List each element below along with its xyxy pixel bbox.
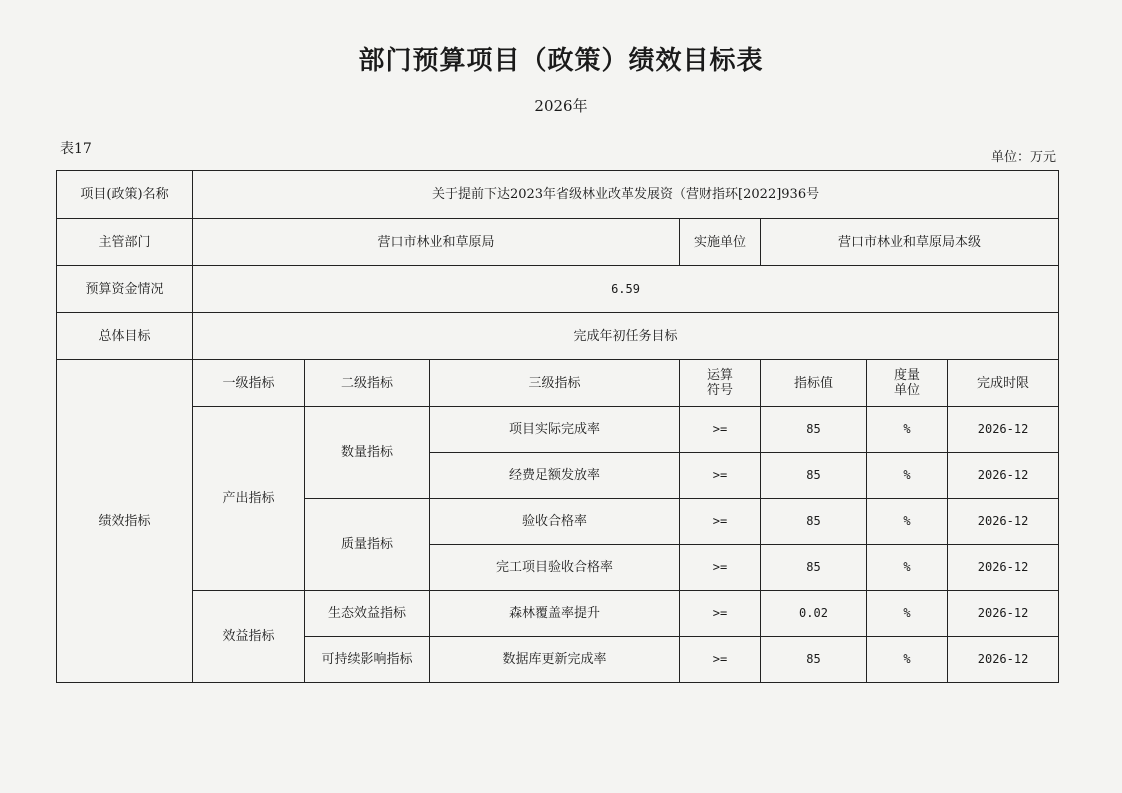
measure-unit: % [867, 545, 948, 591]
overall-goal-label: 总体目标 [57, 313, 193, 360]
page-title: 部门预算项目（政策）绩效目标表 [358, 46, 764, 76]
operator-cell: >= [680, 545, 761, 591]
measure-unit: % [867, 407, 948, 453]
header-operator-line1: 运算 [706, 368, 733, 383]
header-unit-line2: 单位 [893, 383, 920, 398]
row-project-name [57, 171, 1059, 219]
level3-indicator: 验收合格率 [430, 499, 680, 545]
table-number: 表17 [60, 141, 92, 157]
indicator-value: 85 [761, 545, 867, 591]
row-overall-goal [57, 313, 1059, 360]
department-label: 主管部门 [57, 219, 193, 266]
deadline-cell: 2026-12 [948, 637, 1059, 683]
row-budget [57, 266, 1059, 313]
operator-cell: >= [680, 499, 761, 545]
indicator-value: 85 [761, 499, 867, 545]
table-row [57, 407, 1059, 453]
year-subtitle: 2026年 [534, 97, 588, 115]
budget-value: 6.59 [193, 266, 1059, 313]
level3-indicator: 数据库更新完成率 [430, 637, 680, 683]
level2-quality: 质量指标 [305, 499, 430, 591]
level2-sustainable: 可持续影响指标 [305, 637, 430, 683]
measure-unit: % [867, 499, 948, 545]
implementing-unit-label: 实施单位 [680, 219, 761, 266]
header-level3: 三级指标 [430, 360, 680, 407]
measure-unit: % [867, 637, 948, 683]
header-deadline: 完成时限 [948, 360, 1059, 407]
header-unit [867, 360, 948, 407]
deadline-cell: 2026-12 [948, 407, 1059, 453]
header-operator [680, 360, 761, 407]
level3-indicator: 完工项目验收合格率 [430, 545, 680, 591]
operator-cell: >= [680, 591, 761, 637]
indicator-value: 85 [761, 407, 867, 453]
header-value: 指标值 [761, 360, 867, 407]
budget-label: 预算资金情况 [57, 266, 193, 313]
table-row [57, 591, 1059, 637]
deadline-cell: 2026-12 [948, 545, 1059, 591]
implementing-unit-value: 营口市林业和草原局本级 [761, 219, 1059, 266]
header-level1: 一级指标 [193, 360, 305, 407]
level3-indicator: 经费足额发放率 [430, 453, 680, 499]
level1-output: 产出指标 [193, 407, 305, 591]
deadline-cell: 2026-12 [948, 453, 1059, 499]
header-operator-line2: 符号 [706, 383, 733, 398]
operator-cell: >= [680, 637, 761, 683]
performance-target-table [56, 170, 1059, 683]
level2-quantity: 数量指标 [305, 407, 430, 499]
measure-unit: % [867, 453, 948, 499]
header-level2: 二级指标 [305, 360, 430, 407]
level2-ecological: 生态效益指标 [305, 591, 430, 637]
overall-goal-value: 完成年初任务目标 [193, 313, 1059, 360]
row-indicator-headers [57, 360, 1059, 407]
header-unit-line1: 度量 [893, 368, 920, 383]
indicator-value: 0.02 [761, 591, 867, 637]
indicator-value: 85 [761, 453, 867, 499]
unit-label: 单位：万元 [990, 150, 1056, 165]
project-name-value: 关于提前下达2023年省级林业改革发展资（营财指环[2022]936号 [193, 171, 1059, 219]
measure-unit: % [867, 591, 948, 637]
indicator-value: 85 [761, 637, 867, 683]
project-name-label: 项目(政策)名称 [57, 171, 193, 219]
department-value: 营口市林业和草原局 [193, 219, 680, 266]
level1-benefit: 效益指标 [193, 591, 305, 683]
deadline-cell: 2026-12 [948, 591, 1059, 637]
operator-cell: >= [680, 407, 761, 453]
performance-indicators-label: 绩效指标 [57, 360, 193, 683]
deadline-cell: 2026-12 [948, 499, 1059, 545]
level3-indicator: 项目实际完成率 [430, 407, 680, 453]
level3-indicator: 森林覆盖率提升 [430, 591, 680, 637]
operator-cell: >= [680, 453, 761, 499]
row-department [57, 219, 1059, 266]
